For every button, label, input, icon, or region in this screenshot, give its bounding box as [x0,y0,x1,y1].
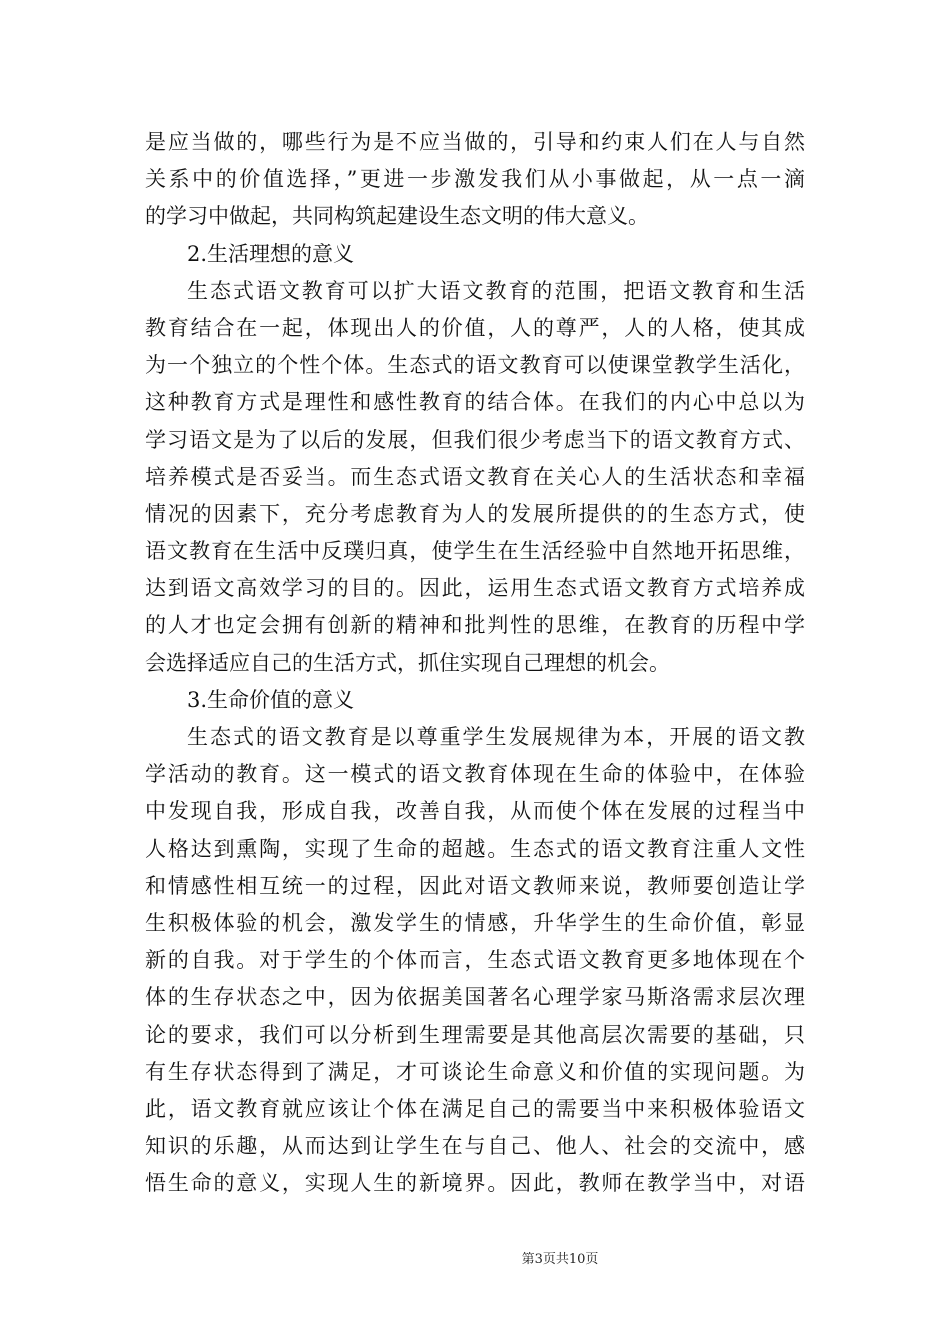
text-line: 语文教育在生活中反璞归真，使学生在生活经验中自然地开拓思维， [145,539,805,564]
text-line: 知识的乐趣，从而达到让学生在与自己、他人、社会的交流中，感 [145,1134,805,1159]
text-line: 生态式语文教育可以扩大语文教育的范围，把语文教育和生活 [187,278,805,303]
text-line: 中发现自我，形成自我，改善自我，从而使个体在发展的过程当中 [145,799,805,824]
page-number: 第3页共10页 [521,1252,599,1267]
text-line: 有生存状态得到了满足，才可谈论生命意义和价值的实现问题。为 [145,1059,805,1084]
section-heading-life-value: 3.生命价值的意义 [187,687,355,712]
text-line: 教育结合在一起，体现出人的价值，人的尊严，人的人格，使其成 [145,315,805,340]
text-line: 和情感性相互统一的过程，因此对语文教师来说，教师要创造让学 [145,873,805,898]
text-line: 是应当做的，哪些行为是不应当做的，引导和约束人们在人与自然 [145,130,805,154]
text-line: 这种教育方式是理性和感性教育的结合体。在我们的内心中总以为 [145,390,805,415]
text-line: 学习语文是为了以后的发展，但我们很少考虑当下的语文教育方式、 [145,427,805,452]
text-line: 新的自我。对于学生的个体而言，生态式语文教育更多地体现在个 [145,948,805,973]
text-line: 培养模式是否妥当。而生态式语文教育在关心人的生活状态和幸福 [145,464,805,489]
text-line: 悟生命的意义，实现人生的新境界。因此，教师在教学当中，对语 [145,1171,805,1196]
text-line: 学活动的教育。这一模式的语文教育体现在生命的体验中，在体验 [145,762,805,787]
text-line: 人格达到熏陶，实现了生命的超越。生态式的语文教育注重人文性 [145,836,805,861]
text-line: 达到语文高效学习的目的。因此，运用生态式语文教育方式培养成 [145,576,805,601]
text-line: 生态式的语文教育是以尊重学生发展规律为本，开展的语文教 [187,725,805,749]
text-line: 此，语文教育就应该让个体在满足自己的需要当中来积极体验语文 [145,1096,805,1121]
text-line: 情况的因素下，充分考虑教育为人的发展所提供的的生态方式，使 [145,501,805,526]
section-heading-life-ideal: 2.生活理想的意义 [187,241,355,266]
text-line: 的学习中做起，共同构筑起建设生态文明的伟大意义。 [145,204,649,229]
text-line: 的人才也定会拥有创新的精神和批判性的思维，在教育的历程中学 [145,613,805,638]
text-line: 会选择适应自己的生活方式，抓住实现自己理想的机会。 [145,650,670,675]
text-line: 生积极体验的机会，激发学生的情感，升华学生的生命价值，彰显 [145,910,805,935]
body-text [145,124,805,1202]
text-line: 为一个独立的个性个体。生态式的语文教育可以使课堂教学生活化， [145,353,805,378]
text-line: 论的要求，我们可以分析到生理需要是其他高层次需要的基础，只 [145,1022,805,1047]
text-line: 体的生存状态之中，因为依据美国著名心理学家马斯洛需求层次理 [145,985,805,1010]
text-line: 关系中的价值选择，”更进一步激发我们从小事做起，从一点一滴 [145,167,805,192]
